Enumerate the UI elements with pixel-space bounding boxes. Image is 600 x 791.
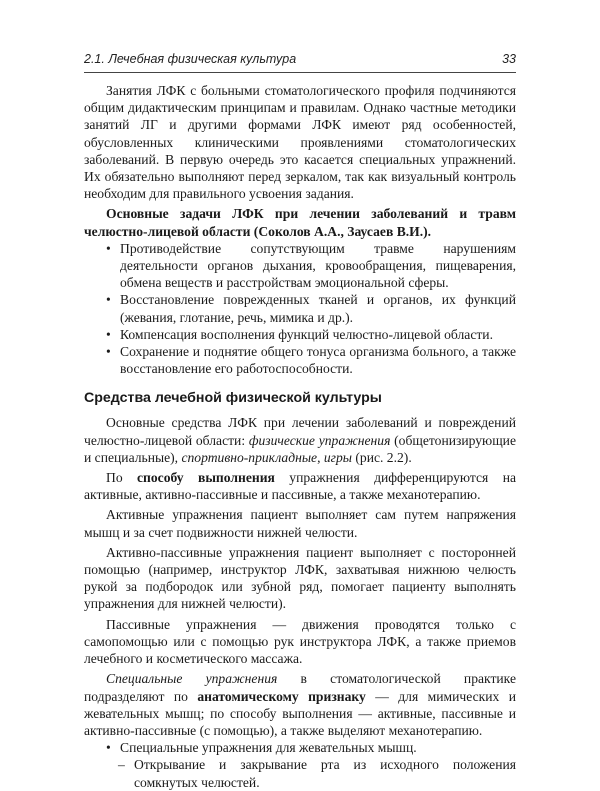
passive-paragraph: Пассивные упражнения — движения проводятся только с самопомощью или с помощью рук инструктора ЛФК, а также приемов лечебного и косметического массажа. [84,616,516,667]
active-paragraph: Активные упражнения пациент выполняет сам путем напряжения мышц и за счет подвижности нижней челюсти. [84,507,516,540]
bullet-icon: • [106,326,111,342]
list-item: • Сохранение и поднятие общего тонуса организма больного, а также восстановление его работоспособности. [106,344,516,377]
bullet-icon: • [106,740,111,756]
list-item: • Специальные упражнения для жевательных мышц. [106,740,417,756]
page-number: 33 [502,52,516,66]
bullet-icon: • [106,240,111,256]
header-section-title: 2.1. Лечебная физическая культура [84,52,297,66]
list-item: • Противодействие сопутствующим травме нарушениям деятельности органов дыхания, кровообращения, пищеварения, обмена веществ и расстройствам эмоциональной сферы. [106,240,516,291]
section-heading: Средства лечебной физической культуры [84,390,382,407]
list-subitem: – Открывание и закрывание рта из исходного положения сомкнутых челюстей. [118,757,516,790]
bullet-icon: • [106,344,111,360]
list-item: • Восстановление поврежденных тканей и органов, их функций (жевания, глотание, речь, мимика и др.). [106,292,516,325]
intro-paragraph: Занятия ЛФК с больными стоматологического профиля подчиняются общим дидактическим принципам и правилам. Однако частные методики занятий ЛГ и другими формами ЛФК имеют ряд особенностей, обусловленных клиническими проявлениями стоматологических заболеваний. В первую очередь это касается специальных упражнений. Их обязательно выполняют перед зеркалом, так как визуальный контроль необходим для правильного усвоения задания. [84,83,516,202]
active-passive-paragraph: Активно-пассивные упражнения пациент выполняет с посторонней помощью (например, инструктор ЛФК, захватывая нижнюю челюсть рукой за подбородок или зубной ряд, помогает пациенту выполнять упражнения для нижней челюсти). [84,544,516,612]
page-body [84,82,516,791]
running-header [84,52,516,72]
special-list [84,739,516,791]
dash-icon: – [118,757,125,773]
bullet-icon: • [106,292,111,308]
means-paragraph: Основные средства ЛФК при лечении заболеваний и повреждений челюстно-лицевой области: физические упражнения (общетонизирующие и специальные), спортивно-прикладные, игры (рис. 2.2). [84,415,516,465]
tasks-list [84,240,516,378]
tasks-heading: Основные задачи ЛФК при лечении заболеваний и травм челюстно-лицевой области (Соколов А.А., Заусаев В.И.). [84,206,516,239]
method-paragraph: По способу выполнения упражнения дифференцируются на активные, активно-пассивные и пассивные, а также механотерапию. [84,470,517,503]
special-paragraph: Специальные упражнения в стоматологической практике подразделяют по анатомическому признаку — для мимических и жевательных мышц; по способу выполнения — активные, пассивные и активно-пассивные (с помощью), а также выделяют механотерапию. [84,671,516,738]
list-item: • Компенсация восполнения функций челюстно-лицевой области. [106,326,493,342]
header-rule [84,72,516,73]
